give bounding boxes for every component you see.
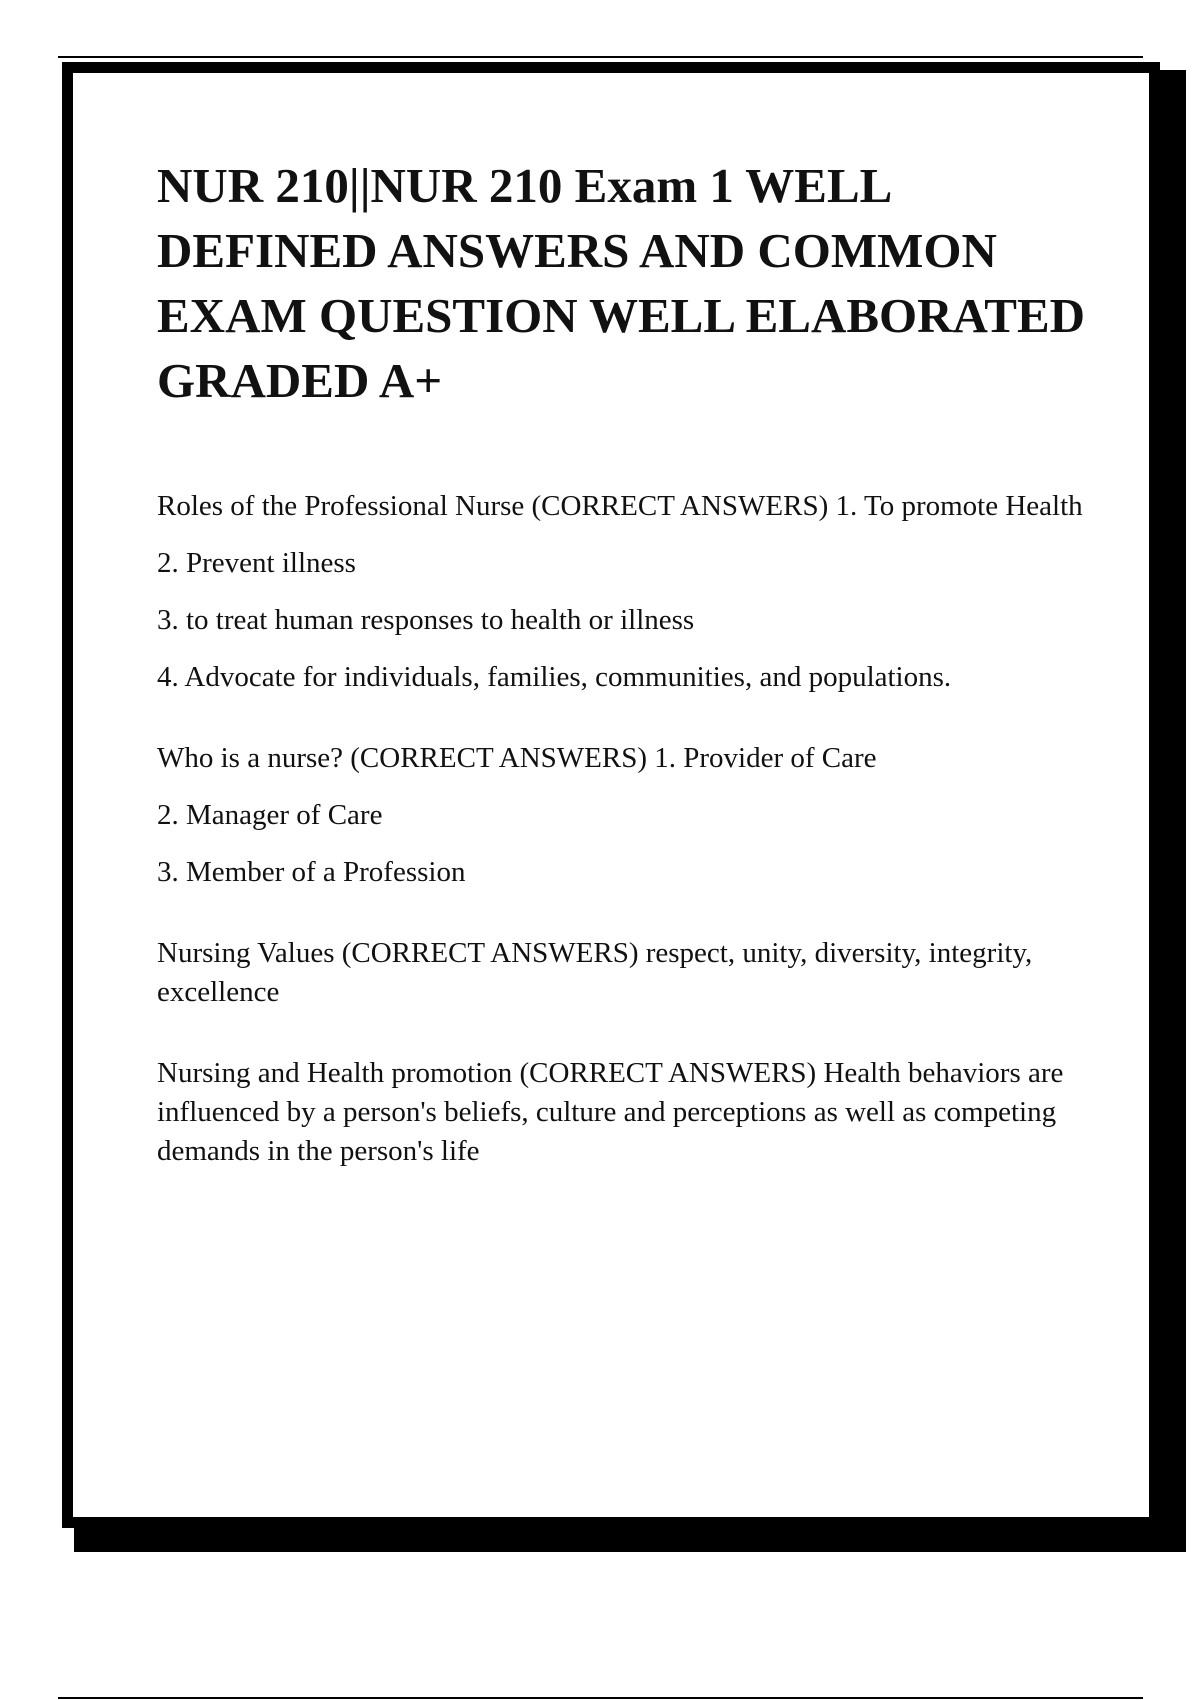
qa-line: Nursing Values (CORRECT ANSWERS) respect, unity, diversity, integrity, excellence <box>157 937 1033 1008</box>
qa-line: 3. Member of a Profession <box>157 856 466 888</box>
qa-section-nursing-values <box>157 934 1107 1012</box>
top-rule <box>58 56 1143 58</box>
document-content <box>157 153 1107 1213</box>
qa-line: Nursing and Health promotion (CORRECT ANSWERS) Health behaviors are influenced by a person's beliefs, culture and perceptions as well as competing demands in the person's life <box>157 1057 1064 1167</box>
qa-line: Roles of the Professional Nurse (CORRECT ANSWERS) 1. To promote Health <box>157 490 1083 522</box>
qa-section-health-promotion <box>157 1054 1107 1171</box>
bottom-rule <box>58 1697 1143 1699</box>
qa-line: 2. Manager of Care <box>157 799 383 831</box>
qa-line: 4. Advocate for individuals, families, communities, and populations. <box>157 661 952 693</box>
qa-section-roles <box>157 487 1107 697</box>
page-frame <box>62 62 1160 1528</box>
document-title: NUR 210||NUR 210 Exam 1 WELL DEFINED ANSWERS AND COMMON EXAM QUESTION WELL ELABORATED GRADED A+ <box>157 158 1086 408</box>
qa-section-who-is-nurse <box>157 739 1107 892</box>
qa-line: Who is a nurse? (CORRECT ANSWERS) 1. Provider of Care <box>157 742 877 774</box>
qa-line: 2. Prevent illness <box>157 547 356 579</box>
qa-line: 3. to treat human responses to health or illness <box>157 604 695 636</box>
